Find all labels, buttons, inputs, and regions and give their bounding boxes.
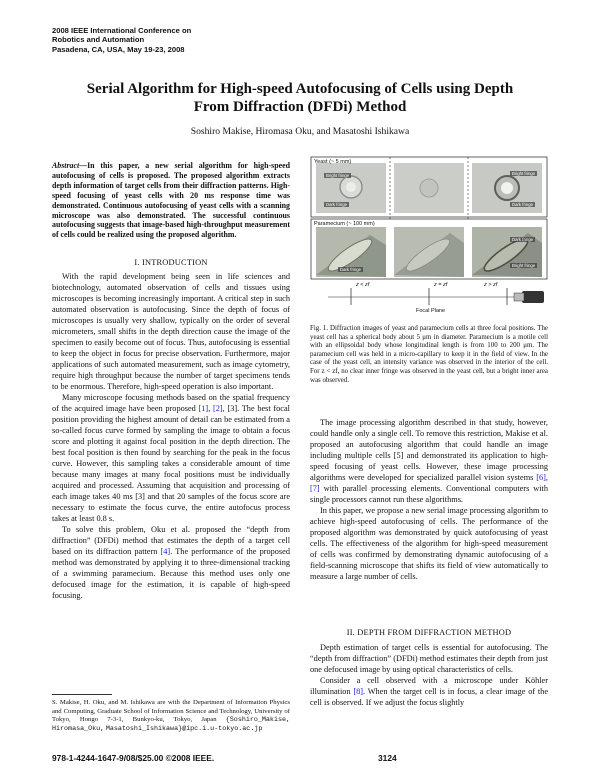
paragraph: In this paper, we propose a new serial image processing algorithm to achieve high-speed autofocusing of cells. The performance of the proposed algorithm was demonstrated by quick autofocusing of yeast cells. The effectiveness of the algorithm for high-speed measurement of cells was confirmed by demonstrating dynamic autofocusing of a field-scanning microscope that shifts its field of view automatically to measure a large number of cells. bbox=[310, 506, 548, 581]
focal-plane-label: Focal Plane bbox=[416, 308, 446, 314]
text-run: , [3]. The best focal position providing the highest amount of detail can be estimated from a so-called focus curve formed by sampling the image to obtain a focus score and plotting it against focal position in the depth direction. The best focal position is then found by searching for the peak in the focus curve. However, this sampling takes a considerable amount of time because many images at many focal positions must be individually acquired and processed. Assuming that acquisition and processing of each image takes 40 ms [3] and that 20 samples of the focus score are necessary to estimate the focus curve, the entire autofocus process takes at least 0.8 s. bbox=[52, 404, 290, 523]
bright-fringe-label: Bright fringe bbox=[512, 263, 536, 268]
text-run: The image processing algorithm described in that study, however, could handle only a single cell. To remove this restriction, Makise et al. proposed an autofocusing algorithm that could handle an image including multiple cells [5] and demonstrated its application to high-speed focusing of yeast cells. However, these image processing algorithms were developed for specialized parallel vision systems bbox=[310, 418, 548, 482]
dark-fringe-label: Dark fringe bbox=[512, 202, 534, 207]
right-body bbox=[310, 417, 548, 582]
paper-title bbox=[40, 80, 560, 116]
citation-link[interactable]: [8] bbox=[353, 687, 364, 696]
title-line-1: Serial Algorithm for High-speed Autofocusing of Cells using Depth bbox=[86, 81, 514, 97]
figure-1 bbox=[310, 155, 550, 317]
paragraph: With the rapid development being seen in life sciences and biotechnology, automated observation of cells and tissues using microscopes is becoming increasingly important. A critical step in such automated observation is autofocusing. Since the depth of focus of microscopes is usually very shallow, typically on the order of several micrometers, small shifts in the depth direction cause the image of the specimen to easily become out of focus. Thus, autofocusing is essential to keep the object in focus for precise observation. Furthermore, major applications of such automated measurement, such as image cytometry, require high throughput because the number of target specimens tends to be enormous. Therefore, high-speed operation is also important. bbox=[52, 272, 290, 391]
objective-tip-icon bbox=[514, 293, 524, 301]
authors: Soshiro Makise, Hiromasa Oku, and Masatoshi Ishikawa bbox=[190, 126, 410, 137]
z-label-left: z < zf bbox=[356, 282, 370, 288]
paramecium-label: Paramecium (~ 100 mm) bbox=[314, 221, 375, 227]
abstract-text: —In this paper, a new serial algorithm for high-speed autofocusing of cells is proposed. The proposed algorithm extracts depth information of target cells from their diffraction patterns. High-speed focusing of yeast cells with 20 ms response time was demonstrated. Continuous autofocusing of yeast cells with a scanning microscope was also demonstrated. The successful continuous autofocusing suggests that image-based high-throughput measurement of cells could be realized using the proposed algorithm. bbox=[52, 161, 290, 240]
right-body-2 bbox=[310, 642, 548, 708]
conference-line: Robotics and Automation bbox=[52, 35, 145, 45]
citation-link[interactable]: [2] bbox=[212, 404, 223, 413]
z-label-mid: z = zf bbox=[434, 282, 448, 288]
dark-fringe-label: Dark fringe bbox=[512, 237, 534, 242]
text-run: To solve this problem, Oku et al. proposed the “depth from diffraction” (DFDi) method that estimates the depth of a target cell based on its diffraction pattern bbox=[52, 525, 290, 556]
text-run: . The performance of the proposed method was demonstrated by applying it to three-dimensional tracking of a swimming paramecium. Because this method uses only one defocused image for the estimation, it is capable of high-speed focusing. bbox=[52, 547, 290, 600]
conference-line: Pasadena, CA, USA, May 19-23, 2008 bbox=[52, 44, 185, 54]
footnote-email: Masatoshi_Ishikawa}@ipc.i.u-tokyo.ac.jp bbox=[105, 724, 263, 733]
conference-line: 2008 IEEE International Conference on bbox=[52, 26, 192, 35]
text-run: . When the target cell is in focus, a clear image of the cell is observed. If we adjust the focus slightly bbox=[310, 687, 549, 707]
footnote bbox=[52, 699, 290, 733]
text-run: with parallel processing elements. Conventional computers with single processors cannot run these algorithms. bbox=[310, 484, 548, 504]
text-run: , bbox=[545, 473, 548, 482]
bright-fringe-label: Bright fringe bbox=[326, 173, 350, 178]
abstract-lead: Abstract bbox=[52, 161, 80, 170]
paragraph bbox=[52, 392, 290, 524]
paragraph bbox=[310, 417, 548, 505]
page-number: 3124 bbox=[378, 753, 397, 763]
paragraph: Depth estimation of target cells is essential for autofocusing. The “depth from diffraction” (DFDi) method estimates their depth from just one defocused image by using optical characteristics of cells. bbox=[310, 643, 548, 674]
bright-fringe-label: Bright fringe bbox=[512, 171, 536, 176]
abstract bbox=[52, 161, 290, 240]
citation-link[interactable]: [6] bbox=[536, 473, 546, 482]
figure-caption: Fig. 1. Diffraction images of yeast and paramecium cells at three focal positions. The yeast cell has a spherical body about 5 μm in diameter. Paramecium is a motile cell with an ellipsoidal body whose longitudinal length is from 100 to 200 μm. The paramecium cell was held in a micro-capillary to keep it in the field of view. In the case of the yeast cell, an intensity variance was observed in the interior of the cell. For z < zf, no clear inner fringe was observed in the yeast cell, but a bright inner area was observed. bbox=[310, 325, 548, 384]
z-label-right: z > zf bbox=[484, 282, 498, 288]
yeast-label: Yeast (~ 5 mm) bbox=[314, 159, 352, 165]
paragraph bbox=[310, 675, 548, 708]
text-run: Consider a cell observed with a microscope under Köhler illumination bbox=[310, 676, 548, 696]
footnote-rule bbox=[52, 694, 112, 695]
dark-fringe-label: Dark fringe bbox=[340, 267, 362, 272]
conference-header bbox=[52, 26, 191, 54]
footnote-text: S. Makise, H. Oku, and M. Ishikawa are with the Department of Information Physics and Computing, Graduate School of Information Science and Technology, University of Tokyo, Hongo 7-3-1, Bunkyo-ku, Tokyo, Japan bbox=[52, 699, 290, 724]
text-run: , bbox=[208, 404, 213, 413]
objective-lens-icon bbox=[522, 291, 544, 303]
section-heading-intro: I. INTRODUCTION bbox=[134, 258, 208, 267]
text-run: Many microscope focusing methods based on the spatial frequency of the acquired image have been proposed bbox=[52, 393, 290, 413]
section-heading-dfd: II. DEPTH FROM DIFFRACTION METHOD bbox=[346, 628, 512, 637]
intro-body bbox=[52, 271, 290, 601]
yeast-cell-left-core bbox=[346, 182, 356, 192]
footnote-email: {Soshiro_Makise, Hiromasa_Oku, bbox=[52, 716, 290, 733]
paragraph bbox=[52, 524, 290, 601]
citation-link[interactable]: [1] bbox=[198, 404, 209, 413]
citation-link[interactable]: [7] bbox=[310, 484, 320, 493]
yeast-cell-mid bbox=[420, 179, 438, 197]
yeast-cell-right-core bbox=[501, 182, 513, 194]
title-line-2: From Diffraction (DFDi) Method bbox=[193, 99, 407, 115]
dark-fringe-label: Dark fringe bbox=[326, 202, 348, 207]
citation-link[interactable]: [4] bbox=[160, 547, 171, 556]
footer-isbn: 978-1-4244-1647-9/08/$25.00 ©2008 IEEE. bbox=[52, 753, 215, 763]
figure-graphic bbox=[310, 155, 550, 317]
